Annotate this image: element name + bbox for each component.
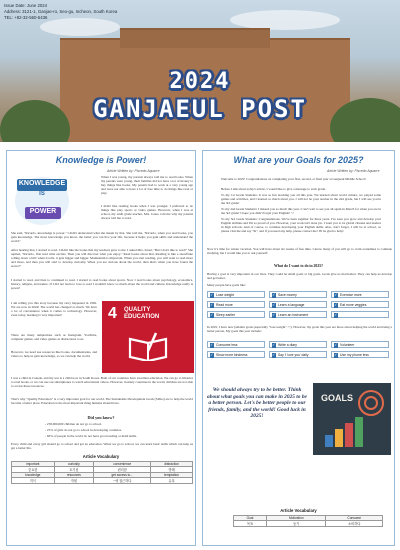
goal-label: Learn an instrument — [278, 313, 309, 317]
goal-item — [331, 351, 389, 358]
school-building-roof — [120, 28, 270, 48]
article-heading: Knowledge is Power! — [55, 155, 147, 165]
goal-label: Use my phone less — [340, 353, 369, 357]
did-you-know-heading: Did you know? — [87, 415, 115, 420]
goal-item — [269, 341, 327, 348]
sdg-quality-education — [102, 301, 194, 373]
check-icon: ✓ — [210, 302, 214, 307]
paragraph: To my 2nd Grade Students: I missed you so much this year. I can't wait to see you all again in March for when you are in the 3rd grade! I hope you didn't forget your English! ^^ — [221, 207, 381, 216]
masthead-title: GANJAEUL POST — [93, 95, 307, 123]
book-pencil-icon — [126, 331, 170, 361]
vocab-word: Consume — [326, 516, 383, 521]
goal-item — [331, 301, 389, 308]
check-icon: ✓ — [334, 312, 338, 317]
paragraph: Having a goal is very important in our lives. They could be small goals or big goals. Goals give us motivation. They can help us develop and get better. — [207, 272, 392, 281]
paragraph: I didn't like reading books when I was younger. I preferred to do things like play sports or video games. However, when I was at school, my sixth grade teacher, Mrs. Jones, told me why my parents always told me to read. — [101, 204, 193, 221]
paragraph: She said, "Ricardo, knowledge is power." I didn't understand what she meant by that. She told me, "Ricardo, when you read books, you gain knowledge. The more knowledge you know, the better you can live your life, because it helps you gain skills and understand the world." — [11, 231, 193, 244]
vocab-word: Goal — [234, 516, 267, 521]
vocab-table — [233, 515, 383, 527]
check-icon: ✓ — [210, 342, 214, 347]
goal-item — [269, 301, 327, 308]
closing-quote: We should always try to be better. Think about what goals you can make in 2025 to be a better person. Let's be better people to our friends, family, and the world! Good luck in 2025! — [207, 387, 307, 420]
vocab-translation: 지식 — [12, 478, 55, 484]
goal-label: Save money — [278, 293, 297, 297]
paragraph: I was a child in Canada, and my son is a child now in South Korea. Both of our countries have excellent education. We can go to libraries to read books, or we can use our smartphones to watch educational videos. However, in many countries in the world, children are not able to access these resources. — [11, 376, 193, 389]
check-icon: ✓ — [272, 302, 276, 307]
goal-item — [331, 311, 389, 318]
vocab-word: temptation — [151, 473, 193, 478]
vocab-word: resources — [54, 473, 94, 478]
check-icon: ✓ — [334, 302, 338, 307]
fact-3: - 60% of people in the world do not have good reading or math skills. — [45, 434, 137, 438]
goals-image-text: GOALS — [321, 393, 354, 403]
fact-1: - 258,000,000 children do not go to school. — [45, 422, 102, 426]
paragraph: Every child and every girl should go to school and get an education. When we go to school, we can learn basic skills which can help us get a better life. — [11, 442, 193, 451]
paragraph: To my 1st Grade Students: It was so fun teaching you all this year. We learned about world culture, we played some games and activities, and I learned so much about you. I will not be your teacher in the 2nd grade, but I will see you in the 3rd grade! — [221, 193, 381, 206]
vocab-table — [11, 461, 193, 484]
paragraph: Many people have goals like: — [207, 283, 246, 287]
goal-label: Learn a language — [278, 303, 305, 307]
section-question: What do I want to do in 2025? — [273, 264, 324, 268]
sdg-label-1: QUALITY — [124, 307, 151, 313]
goal-label: Eat more veggies — [340, 303, 367, 307]
goal-item — [207, 291, 265, 298]
paragraph: To my 3rd Grade Students: Congratulations. We've been together for three years. I've seen you grow and develop your English abilities and I'm so proud of you. However, your work isn't done yet. I want you to be global citizens and leaders in high schools. And of course, to continue developing your English skills. Also, don't forget, I will be at school, so please visit me and say "hi", and if you need any help, please contact me! I'll be glad to help! — [221, 217, 381, 234]
vocab-word: Motivation — [267, 516, 326, 521]
paragraph: Before I talk about today's article, I would like to give a message to each grade. — [221, 187, 326, 191]
cloud — [230, 10, 340, 30]
goal-label: Sleep earlier — [216, 313, 236, 317]
goal-item — [331, 341, 389, 348]
goal-item — [207, 311, 265, 318]
goal-label: Read more — [216, 303, 233, 307]
vocab-translation: 편리함 — [94, 467, 151, 473]
paragraph: That's why "Quality Education" is a very important goal for our world. The Sustainable Development Goals (SDGs) are to help the world become a better place. Education is the most important thing humans should have. — [11, 397, 193, 406]
badge-word-is: IS — [39, 191, 45, 197]
badge-word-knowledge: KNOWLEDGE — [18, 180, 66, 187]
paragraph: I started to read, and then to continued to read. I started to read books about sports. Now I read books about psychology, economics, history, religion, and nature. If I did not learn to love to read I wouldn't know so much about the world and culture. Knowledge really is power! — [11, 278, 193, 291]
article-goals — [202, 150, 395, 546]
check-icon: ✓ — [272, 292, 276, 297]
check-icon: ✓ — [272, 352, 276, 357]
vocab-translation: 동기 — [267, 521, 326, 527]
vocab-word: distraction — [151, 462, 193, 467]
goal-item — [269, 291, 327, 298]
check-icon: ✓ — [334, 342, 338, 347]
vocab-word: curiosity — [54, 462, 94, 467]
article-byline: Article Written by: Piscedo Aquarre — [107, 169, 160, 173]
goal-item — [207, 341, 265, 348]
vocab-translation: 자원 — [54, 478, 94, 484]
check-icon: ✓ — [210, 352, 214, 357]
vocab-word: knowledge — [12, 473, 55, 478]
masthead-year: 2024 — [169, 69, 231, 94]
issue-date: Issue Date: June 2024 — [4, 3, 47, 8]
goal-label: Volunteer — [340, 343, 355, 347]
badge-word-power: POWER — [29, 208, 57, 215]
goal-label: Exercise more — [340, 293, 362, 297]
vocab-title: Article Vocabulary — [280, 508, 317, 513]
goal-label: Show more kindness — [216, 353, 248, 357]
goal-item — [331, 291, 389, 298]
goal-label: Consume less — [216, 343, 238, 347]
issue-tel: TEL: +82-32-560-5436 — [4, 15, 48, 20]
vocab-word: get access to... — [94, 473, 151, 478]
vocab-translation: 호기심 — [54, 467, 94, 473]
goal-item — [207, 351, 265, 358]
sdg-number: 4 — [108, 305, 117, 322]
article-knowledge — [6, 150, 196, 546]
goal-item — [269, 311, 327, 318]
goal-label: Say 'I love you' daily — [278, 353, 309, 357]
check-icon: ✓ — [334, 292, 338, 297]
check-icon: ✓ — [272, 342, 276, 347]
sdg-label-2: EDUCATION — [124, 314, 160, 320]
fact-2: - 25% of girls do not go to school in developing countries. — [45, 428, 122, 432]
paragraph: Now it's time for winter vacation. You will have about six weeks of free time. I know many of you will go to cram academies to continue studying, but I would like you to ask yourself: — [207, 247, 392, 256]
article-byline: Article Written by: Piscedo Aquarre — [327, 169, 380, 173]
check-icon: ✓ — [210, 292, 214, 297]
vocab-translation: 소비하다 — [326, 521, 383, 527]
paragraph: There are many temptations such as Instagram, YouTube, computer games, and video games as distractions to us. — [11, 333, 97, 342]
goal-item — [207, 301, 265, 308]
vocab-title: Article Vocabulary — [82, 454, 120, 459]
paragraph: However, we need use resources like books, documentaries, and videos to help us gain knowledge, so we can help the world. — [11, 350, 97, 359]
article-heading: What are your Goals for 2025? — [233, 155, 364, 165]
goal-label: Write a diary — [278, 343, 297, 347]
vocab-translation: ~에 접근하다 — [94, 478, 151, 484]
vocab-translation: 유혹 — [151, 478, 193, 484]
paragraph: When I was young, my parents always told me to read books. When my parents were young, their families did not have a lot of money to buy things like books. My parents had to work at a very young age and were not able to have a lot of free time to do things like read or play. — [101, 175, 193, 196]
paragraph: Welcome to 2025! Congratulations on completing your first, second, or final year at Ganjaeul Middle School! — [221, 177, 366, 181]
paragraph: I am telling you this story because my story happened in 1992. We are now in 2024! The world has changed so much. We have a lot of convenience when it comes to technology. However, even today, learning is very important! — [11, 301, 97, 318]
check-icon: ✓ — [210, 312, 214, 317]
masthead — [0, 0, 400, 142]
issue-info — [4, 3, 117, 21]
vocab-translation: 목표 — [234, 521, 267, 527]
vocab-translation: 중요한 — [12, 467, 55, 473]
paragraph: In 2025, I have new (smaller goals (especially "lose weight" ^^). However, my goals this year are more about helping the world and being a better person. My goals this year include: — [207, 325, 392, 334]
check-icon: ✓ — [272, 312, 276, 317]
goal-item — [269, 351, 327, 358]
issue-address: Address: 3121-1, Ganjae-ro, Seo-gu, Incheon, South Korea — [4, 9, 118, 14]
vocab-translation: 방해 — [151, 467, 193, 473]
vocab-word: convenience — [94, 462, 151, 467]
paragraph: After hearing that, I started to read. I didn't like the books that my teachers gave to me. I asked Mrs. Israel, "But I don't like to read!" She replied, "Ricardo, first read what excites. Then you will discover what you enjoy." Read books about that. Reading is like a snowflake rolling down a hill: when it rolls, it gets bigger and bigger. Momentum is important. When you start reading, you will want to read more and more, and then you will start to develop curiosity. When you are curious about the world, then that's when you have found the secret!" — [11, 248, 193, 269]
check-icon: ✓ — [334, 352, 338, 357]
goal-label: Lose weight — [216, 293, 235, 297]
vocab-word: important — [12, 462, 55, 467]
